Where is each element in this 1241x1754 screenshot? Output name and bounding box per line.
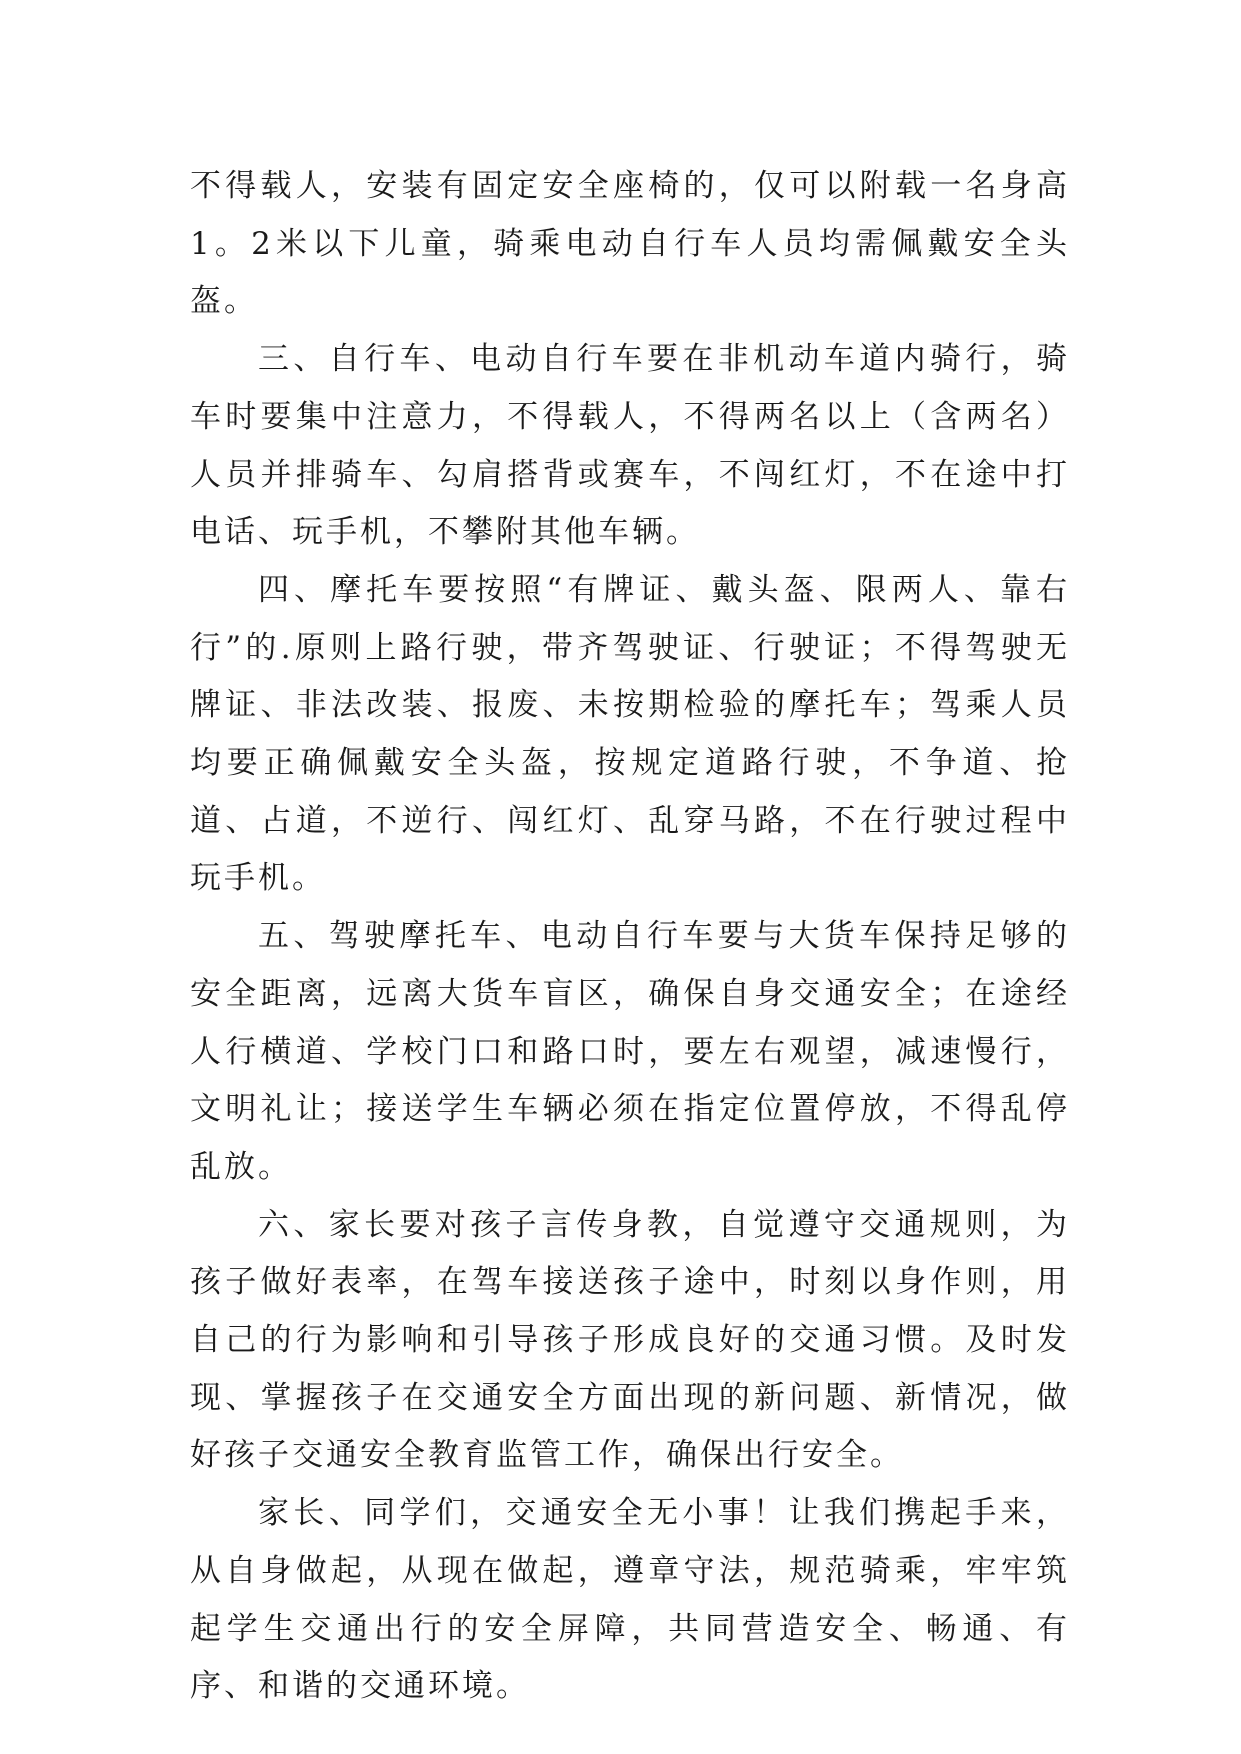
paragraph-continuation: 不得载人，安装有固定安全座椅的，仅可以附载一名身高1。2米以下儿童，骑乘电动自行车人员均需佩戴安全头盔。 [190,168,1070,320]
paragraph-bicycle-rules: 三、自行车、电动自行车要在非机动车道内骑行，骑车时要集中注意力，不得载人，不得两名以上（含两名）人员并排骑车、勾肩搭背或赛车，不闯红灯，不在途中打电话、玩手机，不攀附其他车辆。 [190,341,1070,551]
paragraph-motorcycle-rules: 四、摩托车要按照“有牌证、戴头盔、限两人、靠右行”的.原则上路行驶，带齐驾驶证、行驶证；不得驾驶无牌证、非法改装、报废、未按期检验的摩托车；驾乘人员均要正确佩戴安全头盔，按规定道路行驶，不争道、抢道、占道，不逆行、闯红灯、乱穿马路，不在行驶过程中玩手机。 [190,571,1070,897]
paragraph-truck-safety: 五、驾驶摩托车、电动自行车要与大货车保持足够的安全距离，远离大货车盲区，确保自身交通安全；在途经人行横道、学校门口和路口时，要左右观望，减速慢行，文明礼让；接送学生车辆必须在指定位置停放，不得乱停乱放。 [190,918,1070,1185]
paragraph-parent-example: 六、家长要对孩子言传身教，自觉遵守交通规则，为孩子做好表率，在驾车接送孩子途中，时刻以身作则，用自己的行为影响和引导孩子形成良好的交通习惯。及时发现、掌握孩子在交通安全方面出现的新问题、新情况，做好孩子交通安全教育监管工作，确保出行安全。 [190,1206,1070,1474]
paragraph-closing-appeal: 家长、同学们，交通安全无小事！让我们携起手来，从自身做起，从现在做起，遵章守法，规范骑乘，牢牢筑起学生交通出行的安全屏障，共同营造安全、畅通、有序、和谐的交通环境。 [190,1495,1070,1705]
document-body [190,158,1070,1716]
